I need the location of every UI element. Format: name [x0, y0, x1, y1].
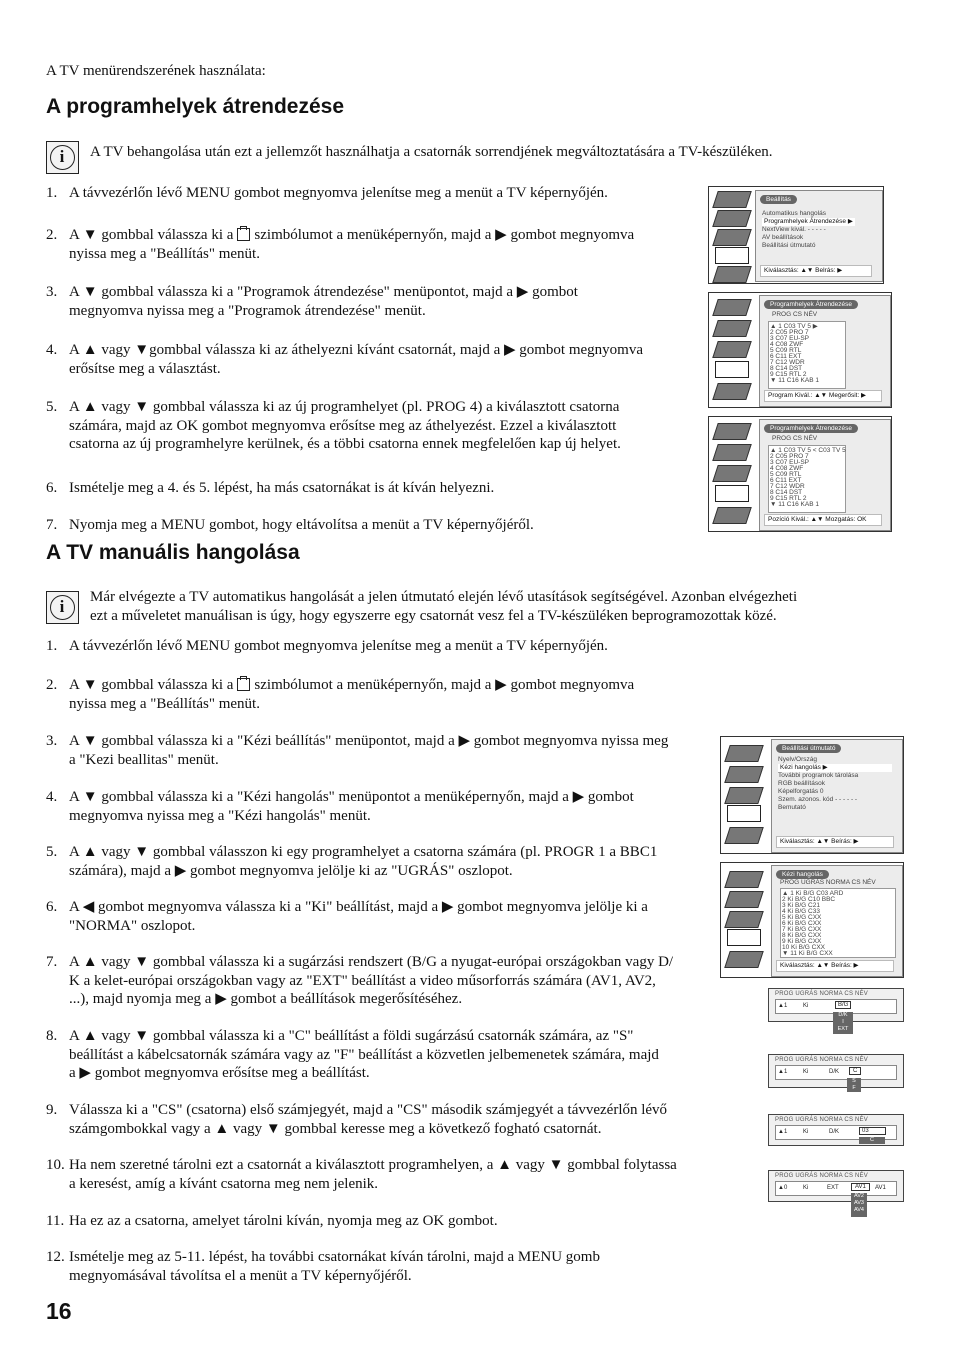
screen-reorder-move: [708, 416, 892, 532]
screen-title: Programhelyek Átrendezése: [764, 300, 858, 309]
menu-row: Szem. azonos. kód - - - - - -: [778, 796, 858, 803]
table-row: 4 C08 ZWF: [770, 341, 804, 348]
screen-footer: Program Kivál.: ▲▼ Megerősit: ▶: [764, 390, 882, 402]
menu-row: AV beállítások: [762, 234, 804, 241]
menu-row: Beállítási útmutató: [762, 242, 816, 249]
section2-intro-line2: ezt a műveletet manuálisan is úgy, hogy egyszerre egy csatornát vesz fel a TV-készüléken beprogramozottak közé.: [90, 608, 777, 624]
table-row: 9 C15 RTL 2: [770, 495, 807, 502]
table-row: ▼ 11 Ki B/G CXX: [782, 950, 833, 957]
menu-row: Bemutató: [778, 804, 806, 811]
table-header: PROG CS NÉV: [772, 435, 818, 442]
section-title-reorder: A programhelyek átrendezése: [46, 95, 345, 118]
table-row: ▲ 1 C03 TV 5 ▶: [770, 323, 818, 330]
menu-row-selected: Kézi hangolás ▶: [778, 764, 892, 772]
menu-row-selected: Programhelyek Átrendezése ▶: [764, 218, 853, 225]
screen-setup-guide: [720, 736, 904, 854]
section-title-manual-tuning: A TV manuális hangolása: [46, 541, 300, 564]
setup-menu-icon: [237, 678, 250, 691]
table-row: 9 C15 RTL 2: [770, 371, 807, 378]
table-row: 7 C12 WDR: [770, 359, 805, 366]
section1-intro: A TV behangolása után ezt a jellemzőt használhatja a csatornák sorrendjének megváltoztatására a TV-készüléken.: [90, 144, 773, 160]
table-row: 2 C05 PRO 7: [770, 329, 809, 336]
menu-row: Automatikus hangolás: [762, 210, 826, 217]
table-row: ▲ 1 Ki B/G C03 ARD: [782, 890, 844, 897]
s1-step-2: 2. A ▼ gombbal válassza ki a szimbólumot a menüképernyőn, majd a ▶ gombot megnyomva nyissa meg a "Beállítás" menüt.: [46, 227, 635, 262]
screen-manual-tuning: [720, 862, 904, 978]
table-row: 5 Ki B/G CXX: [782, 914, 822, 921]
menu-row: Képelforgatás 0: [778, 788, 824, 795]
info-icon: i: [46, 141, 79, 174]
strip-cs-type-select: PROG UGRÁS NORMA CS NÉV ▲1 Ki D/K C S F: [768, 1054, 904, 1088]
table-row: 8 Ki B/G CXX: [782, 932, 822, 939]
table-row: 6 C11 EXT: [770, 477, 802, 484]
screen-title: Kézi hangolás: [776, 870, 829, 879]
table-row: ▲ 1 C03 TV 5 < C03 TV 5: [770, 447, 846, 454]
screen-reorder-select: [708, 292, 892, 408]
screen-setup-menu: [708, 186, 884, 284]
table-row: 3 Ki B/G C21: [782, 902, 820, 909]
screen-footer: Pozíció Kivál.: ▲▼ Mozgatás: OK: [764, 514, 882, 526]
menu-row: Nyelv/Ország: [778, 756, 818, 763]
section2-intro-line1: Már elvégezte a TV automatikus hangolását a jelen útmutató elején lévő utasítások segítségével. Azonban elvégezheti: [90, 589, 798, 605]
s2-step-2: 2. A ▼ gombbal válassza ki a szimbólumot a menüképernyőn, majd a ▶ gombot megnyomva nyissa meg a "Beállítás" menüt.: [46, 677, 635, 712]
table-row: 8 C14 DST: [770, 365, 803, 372]
table-row: 8 C14 DST: [770, 489, 803, 496]
strip-norma-select: PROG UGRÁS NORMA CS NÉV ▲1 Ki B/G D/K I EXT: [768, 988, 904, 1022]
table-row: 4 C08 ZWF: [770, 465, 804, 472]
table-row: ▼ 11 C16 KAB 1: [770, 501, 819, 508]
screen-footer: Kiválasztás: ▲▼ Belrás: ▶: [760, 265, 872, 277]
table-row: 10 Ki B/G CXX: [782, 944, 825, 951]
menu-row: RGB beállítások: [778, 780, 825, 787]
setup-menu-icon: [237, 228, 250, 241]
page-number: 16: [46, 1298, 72, 1324]
strip-av-select: PROG UGRÁS NORMA CS NÉV ▲0 Ki EXT AV1 AV1 AV2 AV3 AV4: [768, 1170, 904, 1202]
table-row: 9 Ki B/G CXX: [782, 938, 822, 945]
table-row: 2 C05 PRO 7: [770, 453, 809, 460]
info-icon: i: [46, 591, 79, 624]
table-row: 5 C09 RTL: [770, 471, 802, 478]
table-row: 3 C07 EU-SP: [770, 335, 810, 342]
table-row: ▼ 11 C16 KAB 1: [770, 377, 819, 384]
screen-title: Programhelyek Átrendezése: [764, 424, 858, 433]
table-row: 2 Ki B/G C10 BBC: [782, 896, 836, 903]
table-row: 7 Ki B/G CXX: [782, 926, 822, 933]
screen-title: Beállítás: [760, 195, 797, 204]
table-row: 5 C09 RTL: [770, 347, 802, 354]
screen-footer: Kiválasztás: ▲▼ Beírás: ▶: [776, 960, 894, 972]
table-row: 4 Ki B/G C33: [782, 908, 820, 915]
strip-cs-number: PROG UGRÁS NORMA CS NÉV ▲1 Ki D/K 03 C: [768, 1114, 904, 1146]
table-row: 6 Ki B/G CXX: [782, 920, 822, 927]
screen-title: Beállítási útmutató: [776, 744, 841, 753]
running-header: A TV menürendszerének használata:: [46, 63, 266, 79]
table-header: PROG CS NÉV: [772, 311, 818, 318]
table-header: PROG UGRÁS NORMA CS NÉV: [780, 879, 876, 886]
table-row: 7 C12 WDR: [770, 483, 805, 490]
table-row: 3 C07 EU-SP: [770, 459, 810, 466]
screen-footer: Kiválasztás: ▲▼ Beírás: ▶: [776, 836, 894, 848]
menu-row: További programok tárolása: [778, 772, 859, 779]
table-row: 6 C11 EXT: [770, 353, 802, 360]
menu-row: NextView kivál. - - - - -: [762, 226, 826, 233]
